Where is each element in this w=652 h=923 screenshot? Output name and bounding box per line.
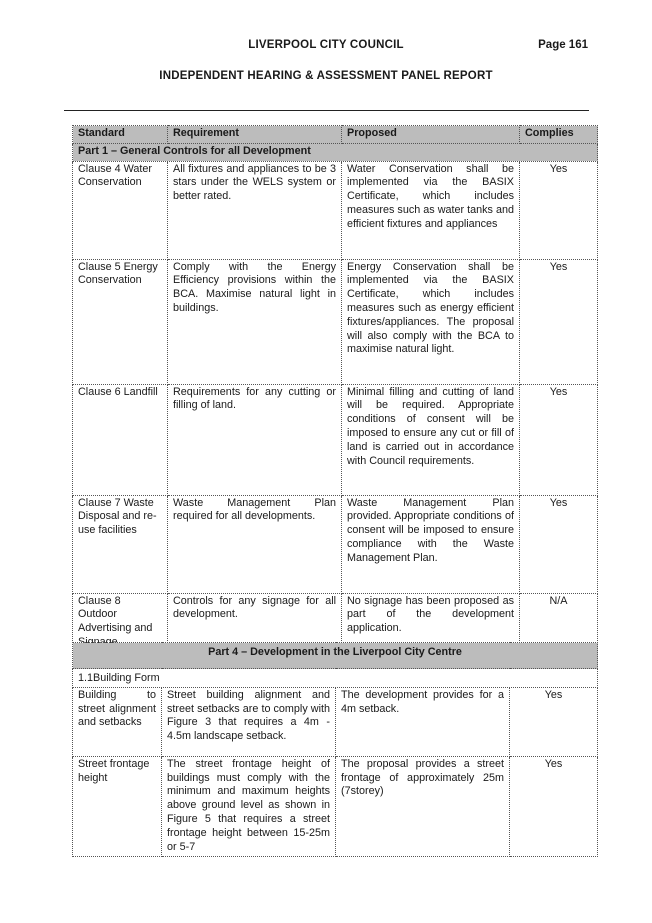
page-number: Page 161 (538, 39, 588, 51)
complies-cell: Yes (520, 259, 598, 384)
requirement-cell: All fixtures and appliances to be 3 stars under the WELS system or better rated. (168, 161, 342, 259)
section-row (73, 143, 598, 161)
section-row (73, 643, 598, 669)
standard-cell: Clause 6 Landfill (73, 384, 168, 495)
council-name: LIVERPOOL CITY COUNCIL (248, 39, 404, 51)
complies-cell: Yes (520, 384, 598, 495)
proposed-cell: Waste Management Plan provided. Appropriate conditions of consent will be imposed to ensure compliance with the Waste Management Plan. (342, 495, 520, 593)
proposed-cell: The proposal provides a street frontage of approximately 25m (7storey) (336, 756, 510, 857)
report-title: INDEPENDENT HEARING & ASSESSMENT PANEL REPORT (159, 70, 493, 82)
section-title: Part 1 – General Controls for all Development (73, 143, 598, 161)
subsection-row (73, 669, 598, 688)
column-header: Complies (520, 126, 598, 144)
complies-cell: Yes (510, 687, 598, 756)
standard-cell: Street frontage height (73, 756, 162, 857)
proposed-cell: Water Conservation shall be implemented via the BASIX Certificate, which includes measures such as water tanks and efficient fixtures and appliances (342, 161, 520, 259)
column-header: Requirement (168, 126, 342, 144)
requirement-cell: Waste Management Plan required for all developments. (168, 495, 342, 593)
table-row (73, 495, 598, 593)
table-header-row (73, 126, 598, 144)
controls-table (72, 125, 598, 653)
standard-cell: Clause 4 Water Conservation (73, 161, 168, 259)
subsection-title: 1.1Building Form (73, 669, 598, 688)
city-centre-table (72, 642, 598, 857)
requirement-cell: Street building alignment and street setbacks are to comply with Figure 3 that requires a 4m - 4.5m landscape setback. (162, 687, 336, 756)
complies-cell: Yes (520, 495, 598, 593)
table-row (73, 384, 598, 495)
requirement-cell: Controls for any signage for all development. (168, 593, 342, 652)
proposed-cell: Energy Conservation shall be implemented via the BASIX Certificate, which includes measures such as energy efficient fixtures/appliances. The proposal will also comply with the BCA to maximise natural light. (342, 259, 520, 384)
table-row (73, 161, 598, 259)
requirement-cell: Comply with the Energy Efficiency provisions within the BCA. Maximise natural light in buildings. (168, 259, 342, 384)
table-row (73, 756, 598, 857)
requirement-cell: The street frontage height of buildings must comply with the minimum and maximum heights above ground level as shown in Figure 5 that requires a street frontage height between 15-25m or 5-7 (162, 756, 336, 857)
complies-cell: Yes (520, 161, 598, 259)
column-header: Standard (73, 126, 168, 144)
section-title: Part 4 – Development in the Liverpool City Centre (73, 643, 598, 669)
complies-cell: Yes (510, 756, 598, 857)
standard-cell: Building to street alignment and setbacks (73, 687, 162, 756)
standard-cell: Clause 5 Energy Conservation (73, 259, 168, 384)
proposed-cell: Minimal filling and cutting of land will be required. Appropriate conditions of consent will be imposed to ensure any cut or fill of land is carried out in accordance with Council requirements. (342, 384, 520, 495)
column-header: Proposed (342, 126, 520, 144)
standard-cell: Clause 8 Outdoor Advertising and (73, 593, 168, 652)
table-row (73, 259, 598, 384)
table-row (73, 687, 598, 756)
complies-cell: N/A (520, 593, 598, 652)
proposed-cell: No signage has been proposed as part of the development application. (342, 593, 520, 652)
requirement-cell: Requirements for any cutting or filling of land. (168, 384, 342, 495)
header-divider (64, 110, 589, 111)
proposed-cell: The development provides for a 4m setback. (336, 687, 510, 756)
standard-cell: Clause 7 Waste Disposal and re-use facilities (73, 495, 168, 593)
